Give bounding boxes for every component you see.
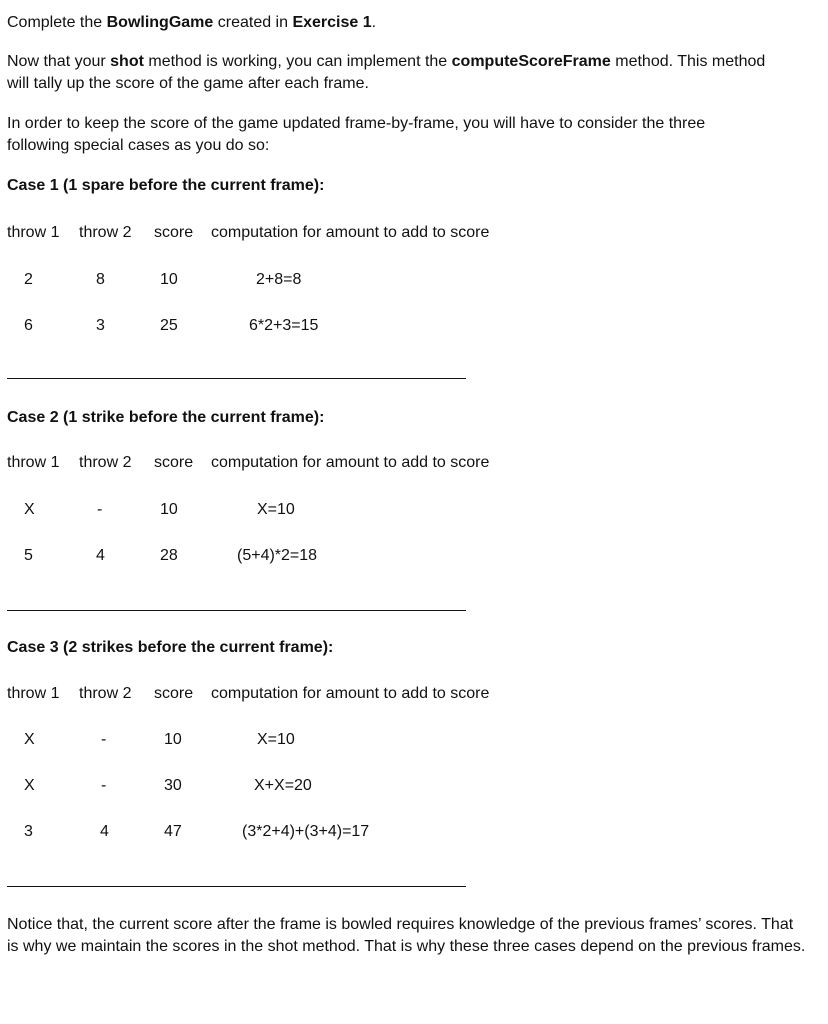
- computation-cell: (5+4)*2=18: [237, 547, 318, 564]
- score-cell: 10: [160, 501, 178, 518]
- col-header-score: score: [154, 454, 194, 471]
- cases-intro-paragraph: In order to keep the score of the game updated frame-by-frame, you will have to consider the three following special cases as you do so:: [7, 115, 706, 154]
- throw2-cell: 3: [96, 317, 105, 334]
- col-header-computation: computation for amount to add to score: [211, 224, 490, 241]
- col-header-throw2: throw 2: [79, 224, 132, 241]
- throw1-cell: X: [24, 777, 35, 794]
- throw2-cell: -: [97, 501, 103, 518]
- throw1-cell: 3: [24, 823, 33, 840]
- col-header-computation: computation for amount to add to score: [211, 454, 490, 471]
- case-1-title: Case 1 (1 spare before the current frame):: [7, 177, 325, 194]
- section-divider: [7, 378, 466, 379]
- throw2-cell: 4: [100, 823, 109, 840]
- throw1-cell: X: [24, 731, 35, 748]
- exercise-ref: Exercise 1: [292, 14, 372, 31]
- score-cell: 30: [164, 777, 182, 794]
- throw1-cell: X: [24, 501, 35, 518]
- score-cell: 28: [160, 547, 178, 564]
- score-cell: 10: [164, 731, 182, 748]
- throw2-cell: -: [101, 777, 107, 794]
- col-header-throw2: throw 2: [79, 685, 132, 702]
- score-cell: 25: [160, 317, 178, 334]
- col-header-throw1: throw 1: [7, 454, 60, 471]
- col-header-throw1: throw 1: [7, 224, 60, 241]
- notice-paragraph: Notice that, the current score after the frame is bowled requires knowledge of the previous frames’ scores. That is why we maintain the scores in the shot method. That is why these three cases depend on the previous frames.: [7, 916, 806, 955]
- case-2-title: Case 2 (1 strike before the current frame):: [7, 409, 325, 426]
- section-divider: [7, 610, 466, 611]
- score-cell: 47: [164, 823, 182, 840]
- col-header-computation: computation for amount to add to score: [211, 685, 490, 702]
- score-cell: 10: [160, 271, 178, 288]
- compute-method-name: computeScoreFrame: [451, 53, 611, 70]
- computation-cell: 2+8=8: [256, 271, 302, 288]
- computation-cell: (3*2+4)+(3+4)=17: [242, 823, 370, 840]
- computation-cell: X=10: [257, 731, 295, 748]
- col-header-score: score: [154, 224, 194, 241]
- intro-paragraph: Now that your shot method is working, you can implement the computeScoreFrame method. This method will tally up the score of the game after each frame.: [7, 53, 766, 92]
- col-header-throw2: throw 2: [79, 454, 132, 471]
- computation-cell: 6*2+3=15: [249, 317, 319, 334]
- class-name: BowlingGame: [106, 14, 214, 31]
- throw2-cell: 8: [96, 271, 105, 288]
- throw1-cell: 6: [24, 317, 33, 334]
- throw2-cell: 4: [96, 547, 105, 564]
- intro-line: Complete the BowlingGame created in Exercise 1.: [7, 14, 377, 31]
- throw1-cell: 5: [24, 547, 33, 564]
- shot-method-name: shot: [110, 53, 144, 70]
- throw2-cell: -: [101, 731, 107, 748]
- col-header-throw1: throw 1: [7, 685, 60, 702]
- case-3-title: Case 3 (2 strikes before the current frame):: [7, 639, 334, 656]
- col-header-score: score: [154, 685, 194, 702]
- computation-cell: X=10: [257, 501, 295, 518]
- section-divider: [7, 886, 466, 887]
- throw1-cell: 2: [24, 271, 33, 288]
- computation-cell: X+X=20: [254, 777, 312, 794]
